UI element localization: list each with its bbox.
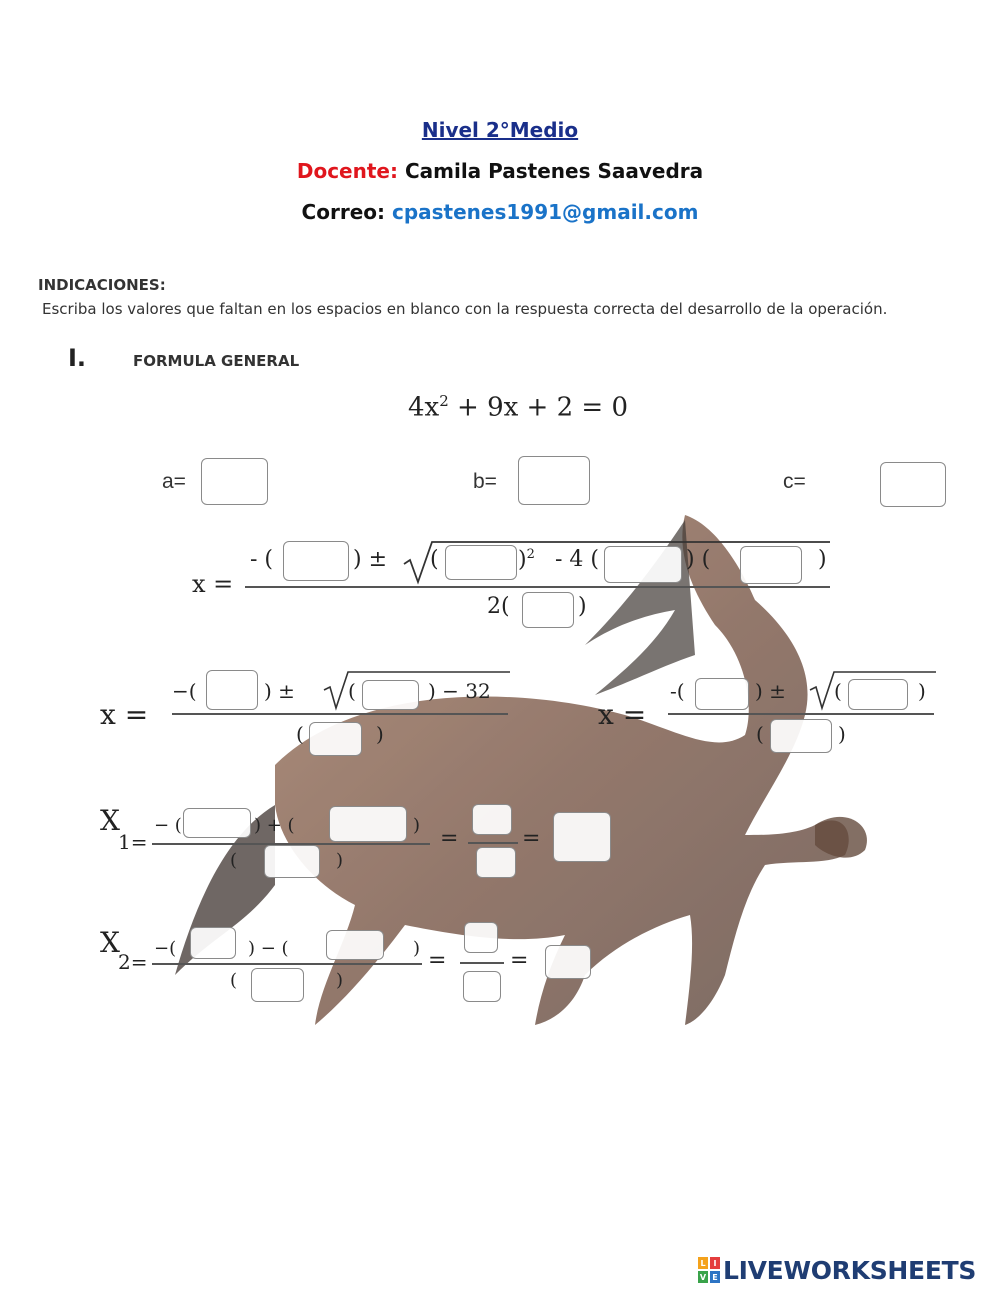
answer-box-x2-b[interactable] — [190, 927, 236, 959]
formula1-end: ) — [818, 547, 827, 572]
icon-letter-i: I — [713, 1259, 717, 1268]
formula3-x: x = — [598, 698, 647, 731]
answer-box-f2-b[interactable] — [206, 670, 258, 710]
x2-equals-2: = — [510, 948, 529, 973]
formula3-sqrt-open: ( — [834, 679, 842, 703]
x2-close: ) — [413, 938, 421, 959]
liveworksheets-icon — [698, 1257, 720, 1283]
c-label: c= — [783, 470, 806, 493]
formula3-fraction-bar — [668, 713, 934, 715]
x2-fraction-bar — [152, 963, 422, 965]
section-number: I. — [68, 344, 87, 372]
level-title — [0, 118, 1000, 142]
liveworksheets-logo — [698, 1254, 976, 1286]
x1-close: ) — [413, 815, 421, 836]
x2-den-open: ( — [230, 970, 238, 991]
formula3-minus-open: -( — [670, 679, 685, 703]
formula1-minus-open: - ( — [250, 547, 274, 572]
answer-box-x1-resden[interactable] — [476, 847, 516, 878]
x1-plus: ) + ( — [254, 815, 295, 836]
x2-minus: ) − ( — [248, 938, 289, 959]
answer-box-f3-den[interactable] — [770, 719, 832, 753]
formula1-close-sq: ) — [518, 547, 527, 573]
equation-rest: + 9x + 2 = 0 — [457, 392, 628, 423]
formula3-sqrt-close: ) — [918, 679, 926, 703]
x1-var: X — [100, 804, 120, 837]
answer-box-f1-c[interactable] — [740, 546, 802, 584]
formula2-x: x = — [100, 698, 149, 731]
formula2-fraction-bar — [172, 713, 508, 715]
email-label: Correo: — [301, 200, 385, 224]
answer-box-x1-result[interactable] — [553, 812, 611, 862]
instructions-text: Escriba los valores que faltan en los espacios en blanco con la respuesta correcta del desarrollo de la operación. — [42, 300, 888, 318]
teacher-line — [0, 159, 1000, 183]
icon-letter-e: E — [712, 1273, 718, 1282]
answer-box-x1-sqrt[interactable] — [329, 806, 407, 842]
formula1-den-open: 2( — [487, 594, 510, 619]
x1-equals-2: = — [522, 826, 541, 851]
formula1-x: x = — [192, 570, 234, 598]
formula2-den-open: ( — [296, 722, 304, 746]
x2-sub: 2= — [118, 950, 148, 974]
equation-term-a: 4x — [408, 392, 440, 423]
formula1-sq-exp: 2 — [526, 547, 535, 562]
formula3-close-pm: ) ± — [755, 679, 786, 703]
section-title: FORMULA GENERAL — [133, 352, 300, 370]
x2-den-close: ) — [336, 970, 344, 991]
formula1-square — [518, 547, 535, 572]
formula1-fraction-bar — [245, 586, 830, 588]
formula1-minus4: - 4 ( — [555, 547, 599, 572]
formula2-minus32: ) − 32 — [428, 679, 491, 703]
a-label: a= — [162, 470, 186, 493]
formula2-den-close: ) — [376, 722, 384, 746]
answer-box-f2-den[interactable] — [309, 722, 362, 756]
answer-box-f1-b[interactable] — [283, 541, 349, 581]
email-line — [0, 200, 1000, 224]
answer-box-f2-disc[interactable] — [362, 680, 419, 710]
x1-sub: 1= — [118, 830, 148, 854]
x1-result-bar — [468, 842, 518, 844]
level-text: Nivel 2°Medio — [421, 118, 579, 142]
answer-box-f1-den[interactable] — [522, 592, 574, 628]
formula1-den-close: ) — [578, 594, 587, 619]
answer-box-c[interactable] — [880, 462, 946, 507]
x2-result-bar — [460, 962, 504, 964]
formula1-mid: ) ( — [686, 547, 711, 572]
answer-box-x2-resden[interactable] — [463, 971, 501, 1002]
formula1-sqrt-open: ( — [430, 547, 439, 572]
x1-den-close: ) — [336, 850, 344, 871]
teacher-name: Camila Pastenes Saavedra — [404, 159, 704, 183]
x2-equals-1: = — [428, 948, 447, 973]
formula2-close-pm: ) ± — [264, 679, 295, 703]
icon-letter-l: L — [700, 1259, 706, 1268]
formula2-sqrt-open: ( — [348, 679, 356, 703]
teacher-label: Docente: — [296, 159, 398, 183]
formula1-close-pm: ) ± — [353, 547, 388, 572]
answer-box-x2-num[interactable] — [464, 922, 498, 953]
answer-box-x2-den[interactable] — [251, 968, 304, 1002]
answer-box-f3-disc[interactable] — [848, 679, 908, 710]
x1-equals-1: = — [440, 826, 459, 851]
formula2-minus-open: −( — [172, 679, 197, 703]
answer-box-a[interactable] — [201, 458, 268, 505]
x1-den-open: ( — [230, 850, 238, 871]
b-label: b= — [473, 470, 497, 493]
equation-exponent: 2 — [439, 392, 449, 410]
instructions-title: INDICACIONES: — [38, 276, 166, 294]
x2-var: X — [100, 926, 120, 959]
x2-minus-open: −( — [154, 938, 177, 959]
answer-box-x2-result[interactable] — [545, 945, 591, 979]
formula3-den-close: ) — [838, 722, 846, 746]
answer-box-f3-b[interactable] — [695, 678, 749, 710]
email-link[interactable]: cpastenes1991@gmail.com — [391, 200, 699, 224]
answer-box-f1-b2[interactable] — [445, 545, 517, 580]
liveworksheets-brand: LIVEWORKSHEETS — [723, 1255, 977, 1285]
quadratic-equation — [408, 392, 628, 423]
answer-box-x1-b[interactable] — [183, 808, 251, 838]
answer-box-b[interactable] — [518, 456, 590, 505]
x1-minus-open: − ( — [154, 815, 182, 836]
answer-box-f1-a[interactable] — [604, 546, 682, 583]
answer-box-x1-num[interactable] — [472, 804, 512, 835]
answer-box-x1-den[interactable] — [264, 845, 320, 878]
answer-box-x2-sqrt[interactable] — [326, 930, 384, 960]
formula3-den-open: ( — [756, 722, 764, 746]
icon-letter-v: V — [699, 1273, 707, 1282]
